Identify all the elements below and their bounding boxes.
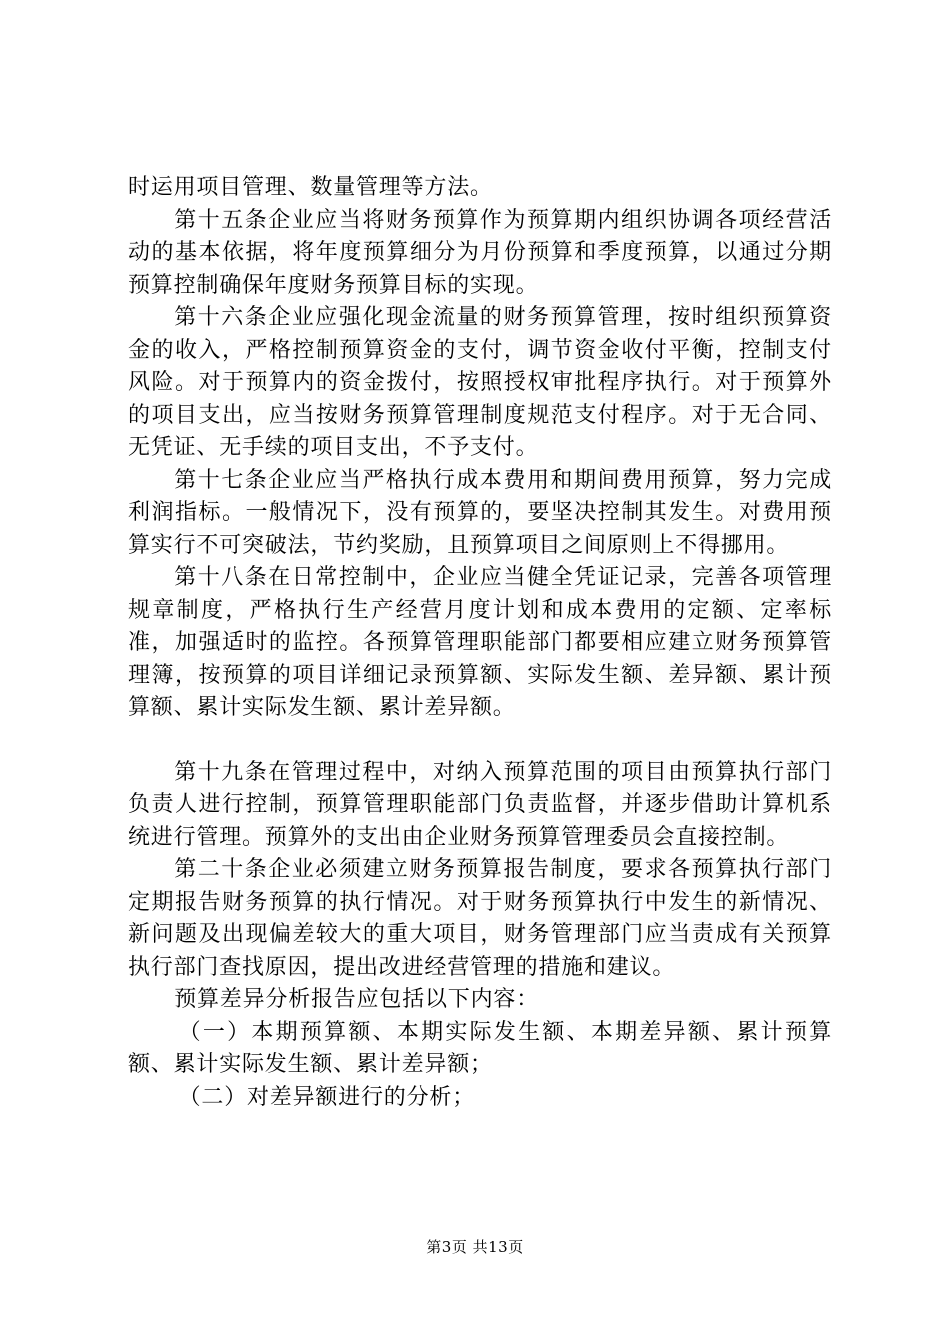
paragraph-article-16: 第十六条企业应强化现金流量的财务预算管理，按时组织预算资金的收入，严格控制预算资金的支付，调节资金收付平衡，控制支付风险。对于预算内的资金拨付，按照授权审批程序执行。对于预算外的项目支出，应当按财务预算管理制度规范支付程序。对于无合同、无凭证、无手续的项目支出，不予支付。: [128, 305, 832, 460]
list-item-two: （二）对差异额进行的分析；: [178, 1084, 475, 1110]
paragraph-article-18: 第十八条在日常控制中，企业应当健全凭证记录，完善各项管理规章制度，严格执行生产经营月度计划和成本费用的定额、定率标准，加强适时的监控。各预算管理职能部门都要相应建立财务预算管理簿，按预算的项目详细记录预算额、实际发生额、差异额、累计预算额、累计实际发生额、累计差异额。: [128, 565, 832, 720]
paragraph-article-19: 第十九条在管理过程中，对纳入预算范围的项目由预算执行部门负责人进行控制，预算管理职能部门负责监督，并逐步借助计算机系统进行管理。预算外的支出由企业财务预算管理委员会直接控制。: [128, 759, 832, 850]
paragraph-article-15: 第十五条企业应当将财务预算作为预算期内组织协调各项经营活动的基本依据，将年度预算细分为月份预算和季度预算，以通过分期预算控制确保年度财务预算目标的实现。: [128, 207, 832, 298]
list-item-one: （一）本期预算额、本期实际发生额、本期差异额、累计预算额、累计实际发生额、累计差异额；: [128, 1019, 832, 1077]
paragraph-article-17: 第十七条企业应当严格执行成本费用和期间费用预算，努力完成利润指标。一般情况下，没有预算的，要坚决控制其发生。对费用预算实行不可突破法，节约奖励，且预算项目之间原则上不得挪用。: [128, 467, 832, 558]
paragraph-continuation: 时运用项目管理、数量管理等方法。: [128, 175, 493, 200]
document-body: [128, 172, 832, 1114]
paragraph-article-20: 第二十条企业必须建立财务预算报告制度，要求各预算执行部门定期报告财务预算的执行情况。对于财务预算执行中发生的新情况、新问题及出现偏差较大的重大项目，财务管理部门应当责成有关预算执行部门查找原因，提出改进经营管理的措施和建议。: [128, 857, 832, 980]
paragraph-report-contents: 预算差异分析报告应包括以下内容：: [174, 987, 539, 1012]
page-number-footer: 第3页 共13页: [426, 1238, 524, 1256]
